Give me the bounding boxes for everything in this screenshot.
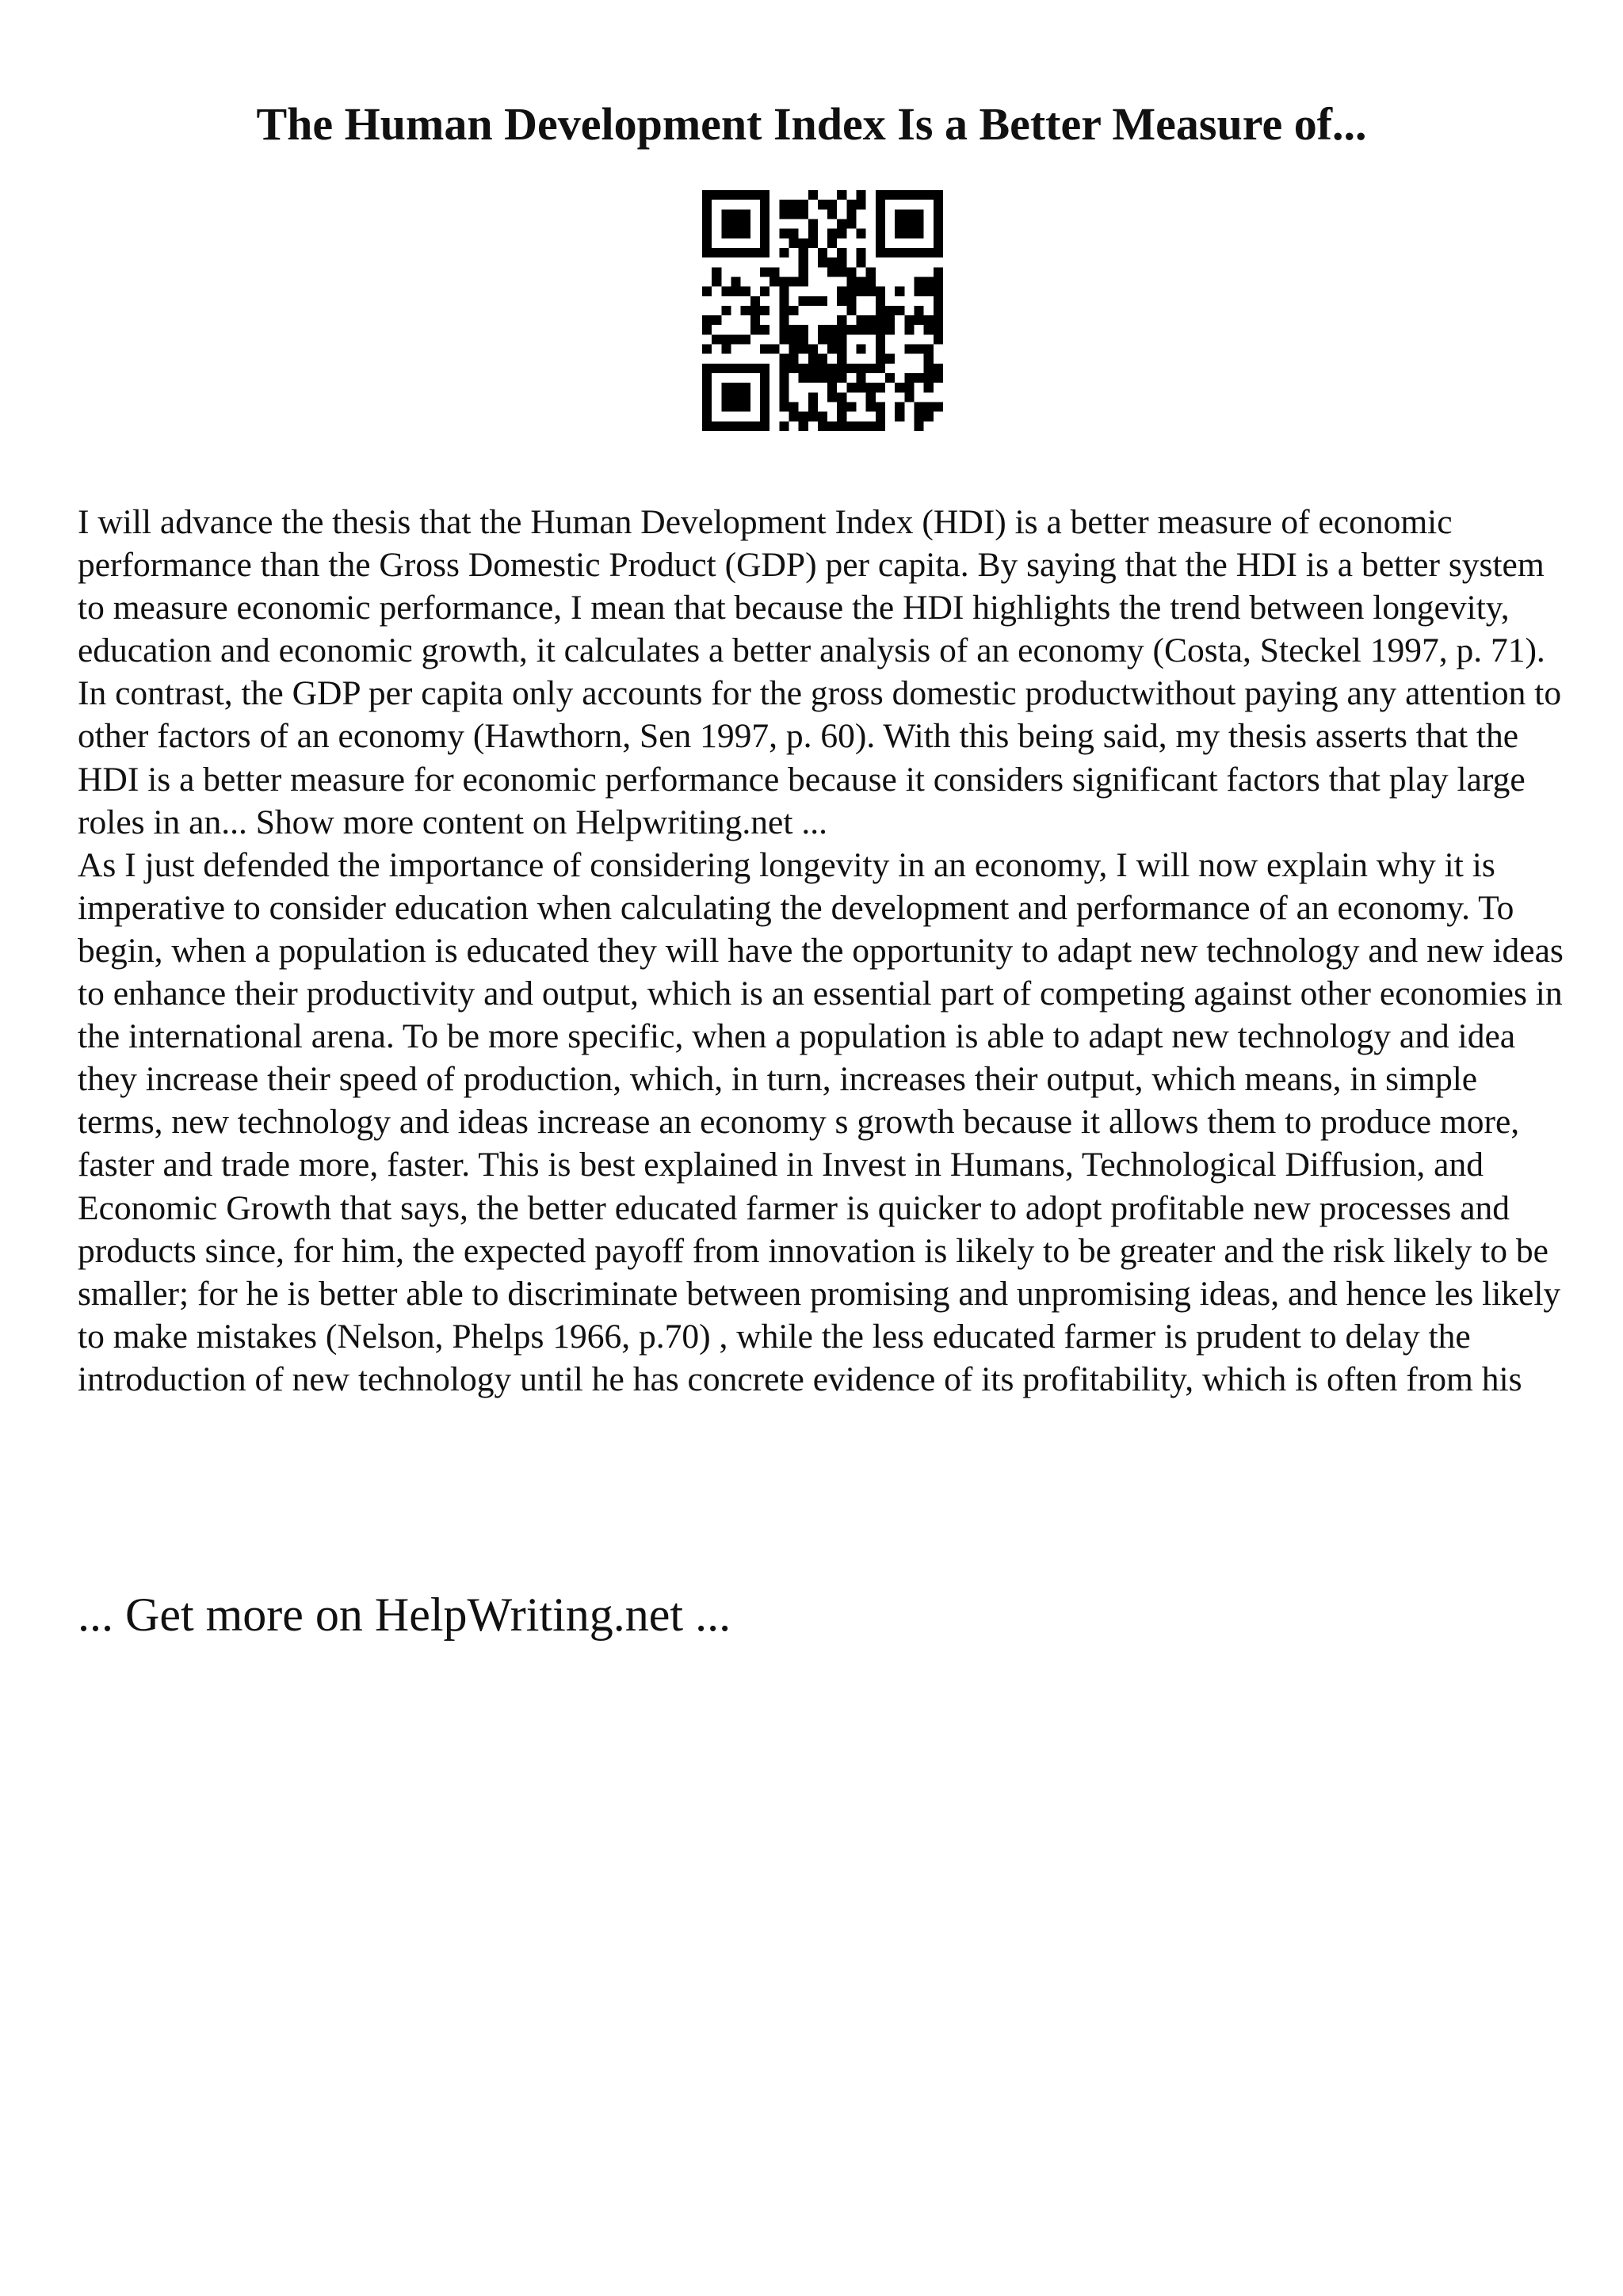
body-paragraph: I will advance the thesis that the Human Development Index (HDI) is a better measure of economic performance than the Gross Domestic Product (GDP) per capita. By saying that the HDI is a better system to measure economic performance, I mean that because the HDI highlights the trend between longevity, education and economic growth, it calculates a better analysis of an economy (Costa, Steckel 1997, p. 71). In contrast, the GDP per capita only accounts for the gross domestic productwithout paying any attention to other factors of an economy (Hawthorn, Sen 1997, p. 60). With this being said, my thesis asserts that the HDI is a better measure for economic performance because it considers significant factors that play large roles in an... Show more content on Helpwriting.net ... xyxy=(78,503,1562,841)
body-paragraph: As I just defended the importance of considering longevity in an economy, I will now explain why it is imperative to consider education when calculating the development and performance of an economy. To begin, when a population is educated they will have the opportunity to adapt new technology and new ideas to enhance their productivity and output, which is an essential part of competing against other economies in the international arena. To be more specific, when a population is able to adapt new technology and idea they increase their speed of production, which, in turn, increases their output, which means, in simple terms, new technology and ideas increase an economy s growth because it allows them to produce more, faster and trade more, faster. This is best explained in Invest in Humans, Technological Diffusion, and Economic Growth that says, the better educated farmer is quicker to adopt profitable new processes and products since, for him, the expected payoff from innovation is likely to be greater and the risk likely to be smaller; for he is better able to discriminate between promising and unpromising ideas, and hence les likely to make mistakes (Nelson, Phelps 1966, p.70) , while the less educated farmer is prudent to delay the introduction of new technology until he has concrete evidence of its profitability, which is often from his xyxy=(78,845,1564,1398)
document-body xyxy=(78,501,1568,1401)
get-more-link[interactable]: ... Get more on HelpWriting.net ... xyxy=(78,1589,731,1641)
document-title: The Human Development Index Is a Better Measure of... xyxy=(256,98,1367,150)
qr-code-icon xyxy=(702,190,943,431)
